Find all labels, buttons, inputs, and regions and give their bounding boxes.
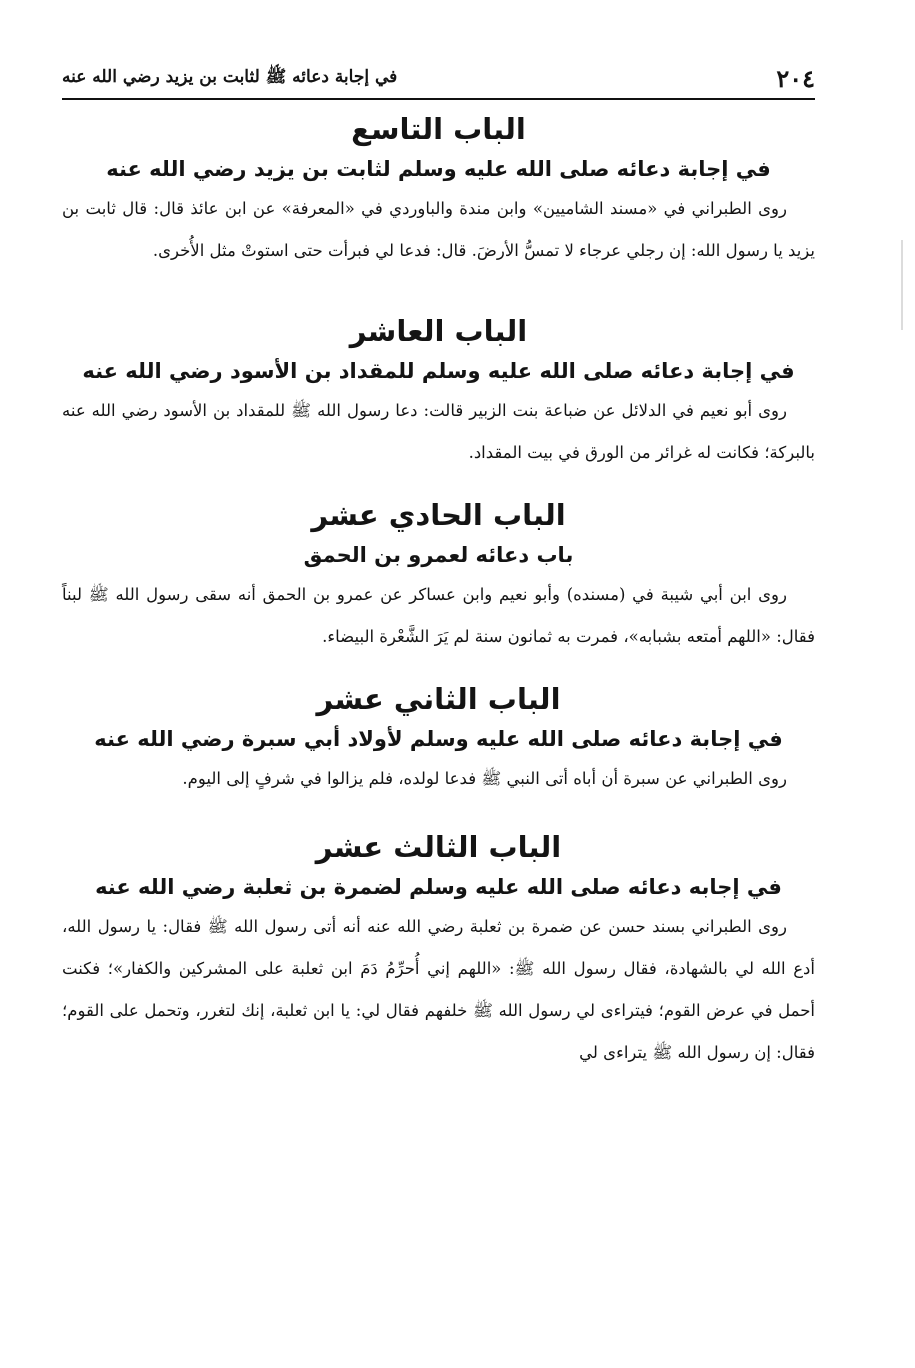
chapter-body: روى الطبراني عن سبرة أن أباه أتى النبي ﷺ فدعا لولده، فلم يزالوا في شرفٍ إلى اليوم. [182,769,787,788]
section-spacer [62,658,815,678]
chapter-body: روى الطبراني في «مسند الشاميين» وابن مندة والباوردي في «المعرفة» عن ابن عائذ قال: قال ثابت بن يزيد يا رسول الله: إن رجلي عرجاء لا تمسُّ الأرضَ. قال: فدعا لي فبرأت حتى استوتْ مثل الأُخرى. [62,199,815,260]
page-number: ٢٠٤ [776,63,815,93]
running-header [62,58,815,100]
chapter-13 [62,826,815,1074]
section-spacer [62,474,815,494]
chapter-11 [62,494,815,658]
running-title: في إجابة دعائه ﷺ لثابت بن يزيد رضي الله عنه [62,66,398,87]
chapter-subtitle: في إجابة دعائه صلى الله عليه وسلم لأولاد أبي سبرة رضي الله عنه [94,727,783,751]
chapter-title: الباب التاسع [351,112,526,146]
chapter-title: الباب الثاني عشر [316,682,561,716]
chapter-12 [62,678,815,800]
chapter-10 [62,310,815,474]
page-content [62,108,815,1074]
chapter-body: روى ابن أبي شيبة في (مسنده) وأبو نعيم وابن عساكر عن عمرو بن الحمق أنه سقى رسول الله ﷺ لبناً فقال: «اللهم أمتعه بشبابه»، فمرت به ثمانون سنة لم يَرَ الشَّعْرة البيضاء. [62,585,815,646]
chapter-subtitle: في إجابه دعائه صلى الله عليه وسلم لضمرة بن ثعلبة رضي الله عنه [95,875,782,899]
chapter-9 [62,108,815,272]
chapter-body: روى أبو نعيم في الدلائل عن ضباعة بنت الزبير قالت: دعا رسول الله ﷺ للمقداد بن الأسود رضي الله عنه بالبركة؛ فكانت له غرائر من الورق في بيت المقداد. [62,401,815,462]
section-spacer [62,272,815,310]
chapter-subtitle: في إجابة دعائه صلى الله عليه وسلم لثابت بن يزيد رضي الله عنه [106,157,771,181]
chapter-title: الباب العاشر [349,314,528,348]
section-spacer [62,800,815,826]
chapter-subtitle: في إجابة دعائه صلى الله عليه وسلم للمقداد بن الأسود رضي الله عنه [82,359,795,383]
scan-edge-shadow [901,240,903,330]
chapter-body: روى الطبراني بسند حسن عن ضمرة بن ثعلبة رضي الله عنه أنه أتى رسول الله ﷺ فقال: يا رسول الله، أدع الله لي بالشهادة، فقال رسول الله ﷺ: «اللهم إني أُحرِّمُ دَمَ ابن ثعلبة على المشركين والكفار»؛ فكنت أحمل في عرض القوم؛ فيتراءى لي رسول الله ﷺ خلفهم فقال لي: يا ابن ثعلبة، إنك لتغرر، وتحمل على القوم؛ فقال: إن رسول الله ﷺ يتراءى لي [62,917,815,1062]
chapter-subtitle: باب دعائه لعمرو بن الحمق [303,543,574,567]
chapter-title: الباب الحادي عشر [311,498,566,532]
chapter-title: الباب الثالث عشر [315,830,562,864]
